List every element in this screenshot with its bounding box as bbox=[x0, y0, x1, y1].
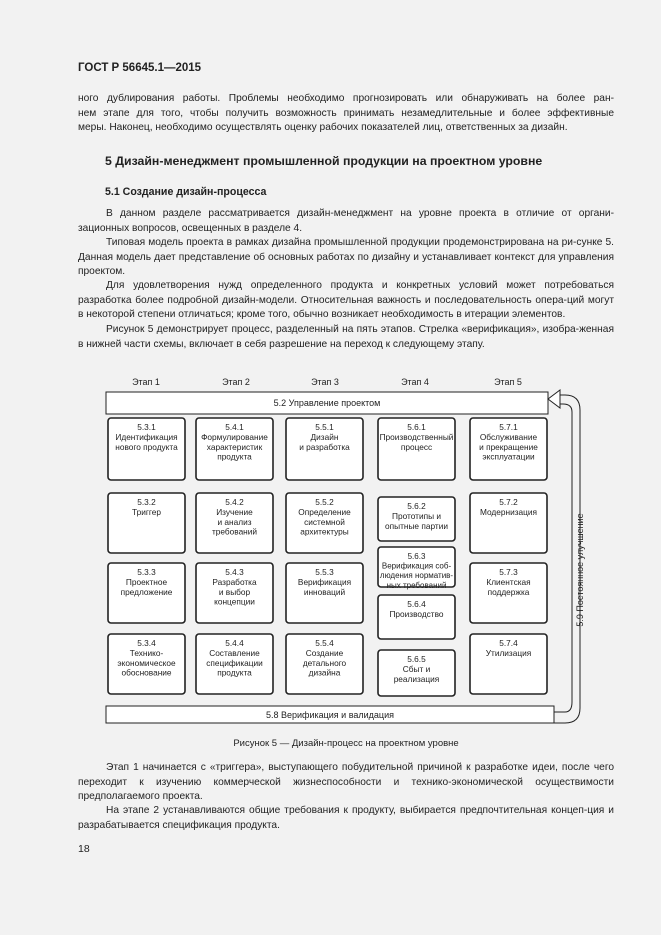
process-box-label: Прототипы и bbox=[392, 510, 441, 521]
process-box-label: Дизайн bbox=[310, 431, 339, 442]
process-box-number: 5.6.4 bbox=[407, 599, 426, 609]
intro-line: нем этапе для того, чтобы получить возможность принимать незамедлительные и более эффективные bbox=[78, 107, 614, 119]
process-box-label: Составление bbox=[209, 647, 260, 658]
stage-label: Этап 5 bbox=[494, 377, 522, 387]
process-box-label: Производственный bbox=[379, 431, 454, 442]
process-box-label: Триггер bbox=[132, 506, 161, 517]
process-box-label: дизайна bbox=[308, 667, 341, 678]
process-box-number: 5.5.3 bbox=[315, 567, 334, 577]
process-box-label: Верификация соб- bbox=[381, 561, 452, 571]
process-box-number: 5.7.2 bbox=[499, 497, 518, 507]
verification-bar-label: 5.8 Верификация и валидация bbox=[266, 710, 394, 720]
process-box-label: ных требований bbox=[386, 580, 447, 590]
process-box-number: 5.4.2 bbox=[225, 497, 244, 507]
paragraph: Типовая модель проекта в рамках дизайна промышленной продукции продемонстрирована на ри-сунке 5. Данная модель дает представление об основных работах по дизайну и устанавливает контекст для управления проектом. bbox=[78, 237, 614, 277]
process-box-label: продукта bbox=[217, 667, 252, 678]
improvement-label: 5.9 Постоянное улучшение bbox=[575, 513, 585, 627]
process-box-label: реализация bbox=[393, 673, 440, 684]
process-box-number: 5.6.3 bbox=[407, 552, 426, 561]
process-box-number: 5.4.3 bbox=[225, 567, 244, 577]
process-box-number: 5.6.5 bbox=[407, 654, 426, 664]
process-box-label: Формулирование bbox=[201, 431, 268, 442]
process-box-label: поддержка bbox=[487, 586, 530, 597]
subsection-title: 5.1 Создание дизайн-процесса bbox=[105, 186, 267, 198]
process-box-label: обоснование bbox=[121, 667, 172, 678]
process-box-label: Утилизация bbox=[485, 647, 532, 658]
process-box-number: 5.7.3 bbox=[499, 567, 518, 577]
process-box-label: характеристик bbox=[206, 441, 263, 452]
process-box-number: 5.3.3 bbox=[137, 567, 156, 577]
process-box-label: Определение bbox=[298, 506, 351, 517]
process-box-label: и анализ bbox=[217, 516, 252, 527]
page-number: 18 bbox=[78, 843, 90, 855]
document-header: ГОСТ Р 56645.1—2015 bbox=[78, 62, 202, 74]
process-box-label: нового продукта bbox=[115, 441, 178, 452]
process-box-label: и прекращение bbox=[479, 441, 538, 452]
process-box-number: 5.3.1 bbox=[137, 422, 156, 432]
process-box-label: и выбор bbox=[218, 586, 251, 597]
process-box-label: концепции bbox=[214, 596, 255, 607]
process-box-label: экономическое bbox=[117, 657, 176, 668]
process-box-label: Модернизация bbox=[479, 506, 538, 517]
intro-line: ного дублирования работы. Проблемы необходимо прогнозировать или обнаруживать на более ран- bbox=[78, 93, 614, 104]
process-box-number: 5.5.4 bbox=[315, 638, 334, 648]
process-box-number: 5.3.4 bbox=[137, 638, 156, 648]
stage-label: Этап 4 bbox=[401, 377, 429, 387]
stage-label: Этап 3 bbox=[311, 377, 339, 387]
process-box-label: Создание bbox=[305, 647, 344, 658]
process-box-number: 5.5.1 bbox=[315, 422, 334, 432]
improvement-arrow-head bbox=[548, 390, 560, 408]
stage-label: Этап 1 bbox=[132, 377, 160, 387]
paragraph: Этап 1 начинается с «триггера», выступающего побудительной причиной к разработке идеи, после чего переходит к изучению коммерческой жизнеспособности и технико-экономической осуществимости предполагаемого проекта. bbox=[78, 762, 614, 802]
intro-line: меры. Наконец, необходимо осуществлять оценку рабочих показателей лиц, ответственных за дизайн. bbox=[78, 122, 568, 133]
process-box-label: спецификации bbox=[206, 657, 263, 668]
process-box-label: продукта bbox=[217, 451, 252, 462]
process-box-label: детального bbox=[302, 657, 347, 668]
process-box-label: предложение bbox=[120, 586, 173, 597]
process-box-label: Верификация bbox=[297, 576, 352, 587]
process-box-label: и разработка bbox=[299, 441, 350, 452]
process-box-label: системной bbox=[304, 516, 345, 527]
process-box-label: Разработка bbox=[212, 576, 257, 587]
section-title: 5 Дизайн-менеджмент промышленной продукции на проектном уровне bbox=[105, 154, 543, 168]
process-box-label: Проектное bbox=[125, 576, 168, 587]
process-box-number: 5.7.4 bbox=[499, 638, 518, 648]
process-box-number: 5.7.1 bbox=[499, 422, 518, 432]
process-box-label: эксплуатации bbox=[482, 451, 535, 462]
process-box-label: требований bbox=[211, 526, 258, 537]
process-box-number: 5.3.2 bbox=[137, 497, 156, 507]
process-box-number: 5.6.1 bbox=[407, 422, 426, 432]
process-box-label: Изучение bbox=[216, 506, 253, 517]
process-box-number: 5.6.2 bbox=[407, 501, 426, 511]
process-box-label: людения норматив- bbox=[379, 571, 454, 581]
paragraph: В данном разделе рассматривается дизайн-менеджмент на уровне проекта в отличие от органи-зационных вопросов, освещенных в разделе 4. bbox=[78, 208, 614, 234]
process-box-number: 5.5.2 bbox=[315, 497, 334, 507]
process-box-label: Клиентская bbox=[486, 576, 531, 587]
improvement-loop-inner bbox=[554, 404, 572, 712]
paragraph: На этапе 2 устанавливаются общие требования к продукту, выбирается предпочтительная концеп-ция и разрабатывается спецификация продукта. bbox=[78, 805, 614, 831]
process-box-label: процесс bbox=[400, 441, 433, 452]
process-box-label: Технико- bbox=[129, 647, 164, 658]
process-box-label: Обслуживание bbox=[479, 431, 538, 442]
paragraph: Для удовлетворения нужд определенного продукта и конкретных условий может потребоваться разработка более подробной дизайн-модели. Относительная важность и последовательность опера-ций могут в некоторой степени отличаться; кроме того, обычно возникает необходимость в итерации элементов. bbox=[78, 280, 614, 320]
process-box-number: 5.4.1 bbox=[225, 422, 244, 432]
process-box-label: Производство bbox=[389, 608, 444, 619]
process-box-label: архитектуры bbox=[300, 526, 349, 537]
process-box-label: опытные партии bbox=[385, 520, 448, 531]
management-bar-label: 5.2 Управление проектом bbox=[273, 398, 381, 408]
stage-label: Этап 2 bbox=[222, 377, 250, 387]
process-box-label: Сбыт и bbox=[402, 663, 431, 674]
process-box-label: Идентификация bbox=[115, 431, 178, 442]
paragraph: Рисунок 5 демонстрирует процесс, разделенный на пять этапов. Стрелка «верификация», изобра-женная в нижней части схемы, включает в себя разрешение на переход к следующему этапу. bbox=[78, 324, 614, 350]
process-box-number: 5.4.4 bbox=[225, 638, 244, 648]
process-box-label: инноваций bbox=[303, 586, 346, 597]
figure-caption: Рисунок 5 — Дизайн-процесс на проектном уровне bbox=[233, 738, 459, 749]
